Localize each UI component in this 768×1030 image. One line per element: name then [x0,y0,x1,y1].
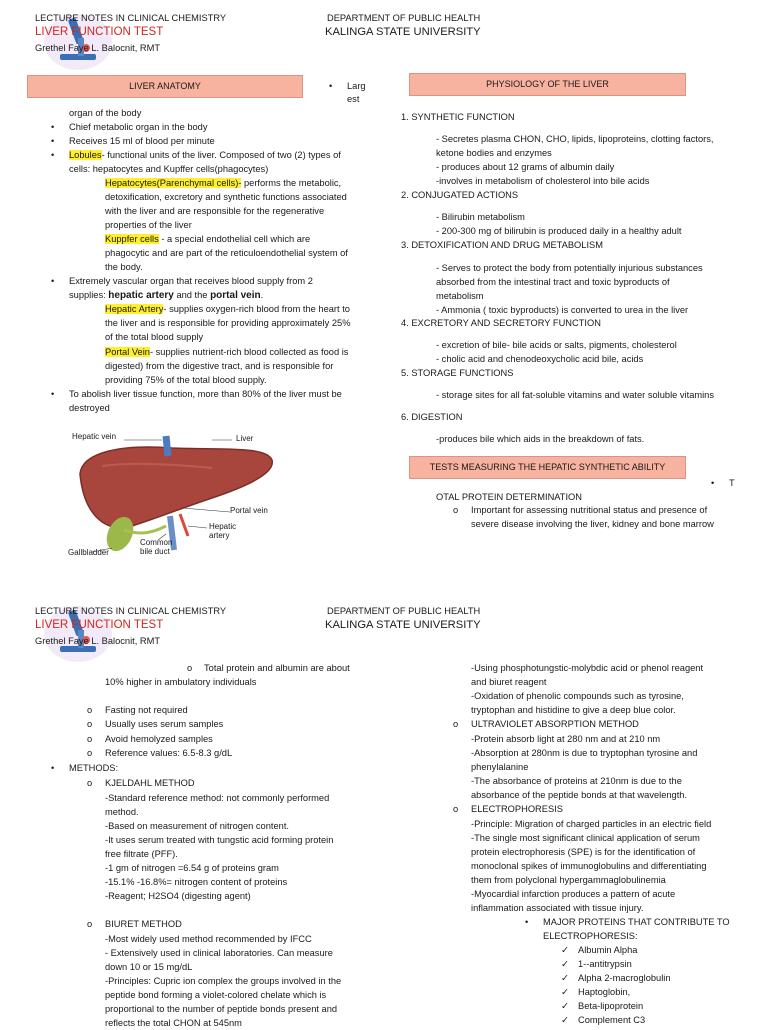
content-line: -Based on measurement of nitrogen content. [105,821,289,831]
content-line: 10% higher in ambulatory individuals [105,677,257,687]
content-line: and biuret reagent [471,677,547,687]
anatomy-line: organ of the body [69,108,142,118]
content-line: -Protein absorb light at 280 nm and at 210 nm [471,734,661,744]
content-line: -Principle: Migration of charged particles in an electric field [471,819,712,829]
anatomy-line: phagocytic and are part of the reticuloendothelial system of [105,248,348,258]
check-icon: ✓ [561,1015,569,1025]
department-name: DEPARTMENT OF PUBLIC HEALTH [327,13,481,23]
kjeldahl-heading: KJELDAHL METHOD [105,778,195,788]
anatomy-line: Chief metabolic organ in the body [69,122,208,132]
liver-anatomy-heading: LIVER ANATOMY [27,75,303,98]
check-icon: ✓ [561,959,569,969]
content-line: proportional to the number of peptide bonds present and [105,1004,338,1014]
protein-item: Beta-lipoprotein [578,1001,644,1011]
protein-item: 1--antitrypsin [578,959,632,969]
physiology-line: - cholic acid and chenodeoxycholic acid bile, acids [436,354,644,364]
anatomy-line: the liver and is responsible for providing approximately 25% [105,318,351,328]
physiology-line: severe disease involving the liver, kidney and bone marrow [471,519,714,529]
label-hepatic-artery-2: artery [209,531,230,540]
label-gallbladder: Gallbladder [68,548,109,557]
content-line: absorbance of the peptide bonds at that wavelength. [471,790,688,800]
physiology-line: -involves in metabolism of cholesterol into bile acids [436,176,650,186]
anatomy-line: destroyed [69,403,110,413]
protein-item: Alpha 2-macroglobulin [578,973,671,983]
circle-bullet: o [87,778,93,788]
anatomy-line: with the liver and are responsible for the regenerative [105,206,325,216]
circle-bullet: o [87,748,93,758]
content-line: down 10 or 15 mg/dL [105,962,193,972]
bullet: • [51,122,55,132]
hepatic-artery-text: - supplies oxygen-rich blood from the heart to [163,304,350,314]
content-line: tryptophan and histidine to give a deep blue color. [471,705,676,715]
protein-item: Complement C3 [578,1015,646,1025]
physiology-line: - Serves to protect the body from potentially injurious substances [436,263,703,273]
content-line: -The single most significant clinical application of serum [471,833,700,843]
hepatocytes-text: performs the metabolic, [241,178,342,188]
total-protein-fragment: T [729,478,735,488]
content-line: Fasting not required [105,705,188,715]
circle-bullet: o [87,919,93,929]
content-line: -It uses serum treated with tungstic acid forming protein [105,835,334,845]
bullet: • [711,478,715,488]
content-line: peptide bond forming a violet-colored chelate which is [105,990,327,1000]
section-heading: 4. EXCRETORY AND SECRETORY FUNCTION [401,318,601,328]
kupffer-text: - a special endothelial cell which are [158,234,311,244]
content-line: -Oxidation of phenolic compounds such as tyrosine, [471,691,684,701]
largest-fragment-b: est [347,94,360,104]
content-line: -1 gm of nitrogen =6.54 g of proteins gram [105,863,279,873]
physiology-heading: PHYSIOLOGY OF THE LIVER [409,73,686,96]
physiology-line: absorbed from the intestinal tract and toxic byproducts of [436,277,670,287]
label-hepatic-artery [209,522,236,540]
kupffer-line [105,232,310,246]
major-proteins-heading: ELECTROPHORESIS: [543,931,638,941]
circle-bullet: o [87,705,93,715]
physiology-line: - 200-300 mg of bilirubin is produced daily in a healthy adult [436,226,682,236]
anatomy-line: To abolish liver tissue function, more than 80% of the liver must be [69,389,342,399]
anatomy-line: of the total blood supply [105,332,204,342]
department-name: DEPARTMENT OF PUBLIC HEALTH [327,606,481,616]
author-name: Grethel Faye L. Balocnit, RMT [35,636,161,646]
anatomy-line: digested) from the digestive tract, and is responsible for [105,361,334,371]
section-heading: 3. DETOXIFICATION AND DRUG METABOLISM [401,240,603,250]
hepatic-artery-highlight: Hepatic Artery [105,304,164,314]
check-icon: ✓ [561,987,569,997]
biuret-heading: BIURET METHOD [105,919,182,929]
physiology-line: - produces about 12 grams of albumin daily [436,162,615,172]
content-line: phenylalanine [471,762,529,772]
uv-heading: ULTRAVIOLET ABSORPTION METHOD [471,719,639,729]
content-line: -Myocardial infarction produces a pattern of acute [471,889,676,899]
bullet: • [525,917,529,927]
content-line: -Absorption at 280nm is due to tryptophan tyrosine and [471,748,698,758]
section-heading: 5. STORAGE FUNCTIONS [401,368,514,378]
content-line: Avoid hemolyzed samples [105,734,213,744]
label-bile-duct-1: Common [140,538,173,547]
check-icon: ✓ [561,945,569,955]
document-title: LIVER FUNCTION TEST [35,619,164,631]
protein-item: Albumin Alpha [578,945,638,955]
content-line: - Extensively used in clinical laboratories. Can measure [105,948,333,958]
physiology-line: - Ammonia ( toxic byproducts) is converted to urea in the liver [436,305,689,315]
content-line: Reference values: 6.5-8.3 g/dL [105,748,233,758]
physiology-line: ketone bodies and enzymes [436,148,552,158]
blood-supply-text: supplies: [69,290,109,300]
physiology-line: - Secretes plasma CHON, CHO, lipids, lipoproteins, clotting factors, [436,134,714,144]
circle-bullet: o [87,734,93,744]
physiology-line: metabolism [436,291,484,301]
circle-bullet: o [453,804,459,814]
content-line: them from polyclonal hypergammaglobulinemia [471,875,666,885]
liver-diagram [62,426,312,566]
blood-supply-text: and the [173,290,211,300]
label-common-bile-duct [140,538,172,556]
bullet: • [51,276,55,286]
protein-item: Haptoglobin, [578,987,631,997]
label-hepatic-artery-1: Hepatic [209,522,237,531]
course-title: LECTURE NOTES IN CLINICAL CHEMISTRY [35,13,227,23]
content-line: -Using phosphotungstic-molybdic acid or phenol reagent [471,663,704,673]
label-liver: Liver [236,434,254,443]
section-heading: 1. SYNTHETIC FUNCTION [401,112,515,122]
content-line: -Most widely used method recommended by IFCC [105,934,312,944]
anatomy-line: cells: hepatocytes and Kupffer cells(phagocytes) [69,164,269,174]
university-name: KALINGA STATE UNIVERSITY [325,26,481,38]
portal-vein-bold: portal vein [210,290,261,301]
bullet: • [51,136,55,146]
lobules-text: - functional units of the liver. Composed of two (2) types of [101,150,341,160]
section-heading: 6. DIGESTION [401,412,463,422]
section-heading: 2. CONJUGATED ACTIONS [401,190,519,200]
check-icon: ✓ [561,973,569,983]
portal-vein-text: - supplies nutrient-rich blood collected as food is [149,347,349,357]
bullet: • [51,150,55,160]
label-hepatic-vein: Hepatic vein [72,432,117,441]
methods-heading: METHODS: [69,763,119,773]
physiology-line: - Bilirubin metabolism [436,212,525,222]
content-line: free filtrate (PFF). [105,849,178,859]
lobules-line [69,148,341,162]
content-line: monoclonal spikes of immunoglobulins and differentiating [471,861,707,871]
blood-supply-text: . [260,290,264,300]
label-portal-vein: Portal vein [230,506,268,515]
course-title: LECTURE NOTES IN CLINICAL CHEMISTRY [35,606,227,616]
total-protein-heading: OTAL PROTEIN DETERMINATION [436,492,583,502]
check-icon: ✓ [561,1001,569,1011]
anatomy-line: detoxification, excretory and synthetic functions associated [105,192,347,202]
content-line: protein electrophoresis (SPE) is for the identification of [471,847,696,857]
electrophoresis-heading: ELECTROPHORESIS [471,804,563,814]
hepatocytes-highlight: Hepatocytes(Parenchymal cells)- [105,178,242,188]
content-line: inflammation associated with tissue injury. [471,903,644,913]
content-line: Usually uses serum samples [105,719,224,729]
label-bile-duct-2: bile duct [140,547,170,556]
bullet: • [51,763,55,773]
bullet: • [329,81,333,91]
content-line: -The absorbance of proteins at 210nm is due to the [471,776,682,786]
document-title: LIVER FUNCTION TEST [35,26,164,38]
content-line: method. [105,807,139,817]
circle-bullet: o [453,505,459,515]
portal-vein-line [105,345,348,359]
lobules-highlight: Lobules [69,150,102,160]
content-line: Total protein and albumin are about [204,663,350,673]
content-line: -Principles: Cupric ion complex the groups involved in the [105,976,342,986]
author-name: Grethel Faye L. Balocnit, RMT [35,43,161,53]
content-line: -Standard reference method: not commonly performed [105,793,330,803]
blood-supply-line [69,288,263,303]
circle-bullet: o [187,663,193,673]
content-line: -15.1% -16.8%= nitrogen content of proteins [105,877,288,887]
largest-fragment-a: Larg [347,81,366,91]
tests-heading: TESTS MEASURING THE HEPATIC SYNTHETIC ABILITY [409,456,686,479]
physiology-line: - storage sites for all fat-soluble vitamins and water soluble vitamins [436,390,714,400]
anatomy-line: properties of the liver [105,220,192,230]
portal-vein-highlight: Portal Vein [105,347,150,357]
kupffer-highlight: Kuppfer cells [105,234,159,244]
anatomy-line: providing 75% of the total blood supply. [105,375,267,385]
anatomy-line: Receives 15 ml of blood per minute [69,136,215,146]
bullet: • [51,389,55,399]
physiology-line: Important for assessing nutritional status and presence of [471,505,708,515]
circle-bullet: o [87,719,93,729]
circle-bullet: o [453,719,459,729]
hepatic-artery-bold: hepatic artery [108,290,174,301]
physiology-line: - excretion of bile- bile acids or salts, pigments, cholesterol [436,340,677,350]
content-line: reflects the total CHON at 545nm [105,1018,242,1028]
hepatic-artery-line [105,302,350,316]
major-proteins-heading: MAJOR PROTEINS THAT CONTRIBUTE TO [543,917,730,927]
hepatocytes-line [105,176,341,190]
physiology-line: -produces bile which aids in the breakdown of fats. [436,434,645,444]
content-line: -Reagent; H2SO4 (digesting agent) [105,891,251,901]
anatomy-line: the body. [105,262,143,272]
anatomy-line: Extremely vascular organ that receives blood supply from 2 [69,276,313,286]
university-name: KALINGA STATE UNIVERSITY [325,619,481,631]
